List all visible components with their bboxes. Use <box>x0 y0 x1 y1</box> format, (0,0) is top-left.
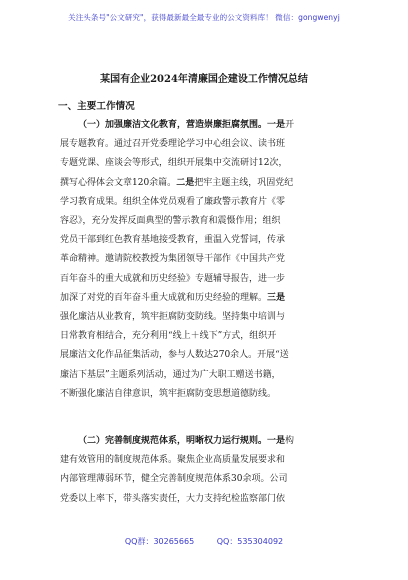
section-heading: 一、主要工作情况 <box>58 101 135 112</box>
paragraph-lead: （一）加强廉洁文化教育，营造崇廉拒腐氛围。一是 <box>78 120 286 130</box>
paragraph-line: 革命精神。邀请院校教授为集团领导干部作《中国共产党 <box>60 254 286 265</box>
paragraph-line <box>60 174 350 193</box>
paragraph-line: 不断强化廉洁自律意识，筑牢拒腐防变思想道德防线。 <box>60 388 277 399</box>
paragraph-line: 学习教育成果。组织全体党员观看了廉政警示教育片《零 <box>60 196 286 207</box>
text-run: 把牢主题主线，巩固党纪 <box>194 177 294 188</box>
document-title: 某国有企业2024年清廉国企建设工作情况总结 <box>100 74 308 85</box>
paragraph-line: 强化廉洁从业教育，筑牢拒腐防变防线。坚持集中培训与 <box>60 312 286 323</box>
paragraph-line: 容忍》，充分发挥反面典型的警示教育和震慑作用；组织 <box>60 216 281 227</box>
paragraph-line: 百年奋斗的重大成就和历史经验》专题辅导报告，进一步 <box>60 273 286 284</box>
paragraph-line: 内部管理薄弱环节，健全完善制度规范体系30余项。公司 <box>60 474 288 485</box>
bold-marker: 二是 <box>176 177 195 188</box>
footer-contact <box>0 536 408 547</box>
paragraph-line <box>60 289 350 308</box>
paragraph-2 <box>60 432 350 509</box>
paragraph-line <box>60 116 350 135</box>
paragraph-line: 建有效管用的制度规范体系。聚焦企业高质量发展要求和 <box>60 455 286 466</box>
paragraph-line: 展专题教育。通过召开党委理论学习中心组会议、读书班 <box>60 139 286 150</box>
header-banner: 关注头条号"公文研究"，获得最新最全最专业的公文资料库！ 微信：gongwenyj <box>68 13 340 22</box>
qq-number: QQ：535304092 <box>216 537 284 546</box>
text-run: 撰写心得体会文章120余篇。 <box>60 177 177 188</box>
paragraph-line: 日常教育相结合，充分利用“线上＋线下”方式，组织开 <box>60 331 277 342</box>
text-run: 开 <box>285 120 295 130</box>
bold-marker: 三是 <box>267 292 286 303</box>
paragraph-1 <box>60 116 350 404</box>
paragraph-line: 廉洁下基层”主题系列活动，通过为广大职工赠送书籍， <box>60 369 281 380</box>
paragraph-line: 党委以上率下，带头落实责任，大力支持纪检监察部门依 <box>60 493 286 504</box>
qq-group: QQ群：30265665 <box>124 537 195 546</box>
text-run: 加深了对党的百年奋斗重大成就和历史经验的理解。 <box>60 292 268 303</box>
text-run: 构 <box>285 436 295 446</box>
paragraph-line: 展廉洁文化作品征集活动，参与人数达270余人。开展“送 <box>60 350 289 361</box>
paragraph-line: 专题党课、座谈会等形式，组织开展集中交流研讨12次， <box>60 158 288 169</box>
paragraph-line <box>60 432 350 451</box>
paragraph-lead: （二）完善制度规范体系，明晰权力运行规则。一是 <box>78 436 286 446</box>
paragraph-line: 党员干部到红色教育基地接受教育，重温入党誓词，传承 <box>60 235 286 246</box>
